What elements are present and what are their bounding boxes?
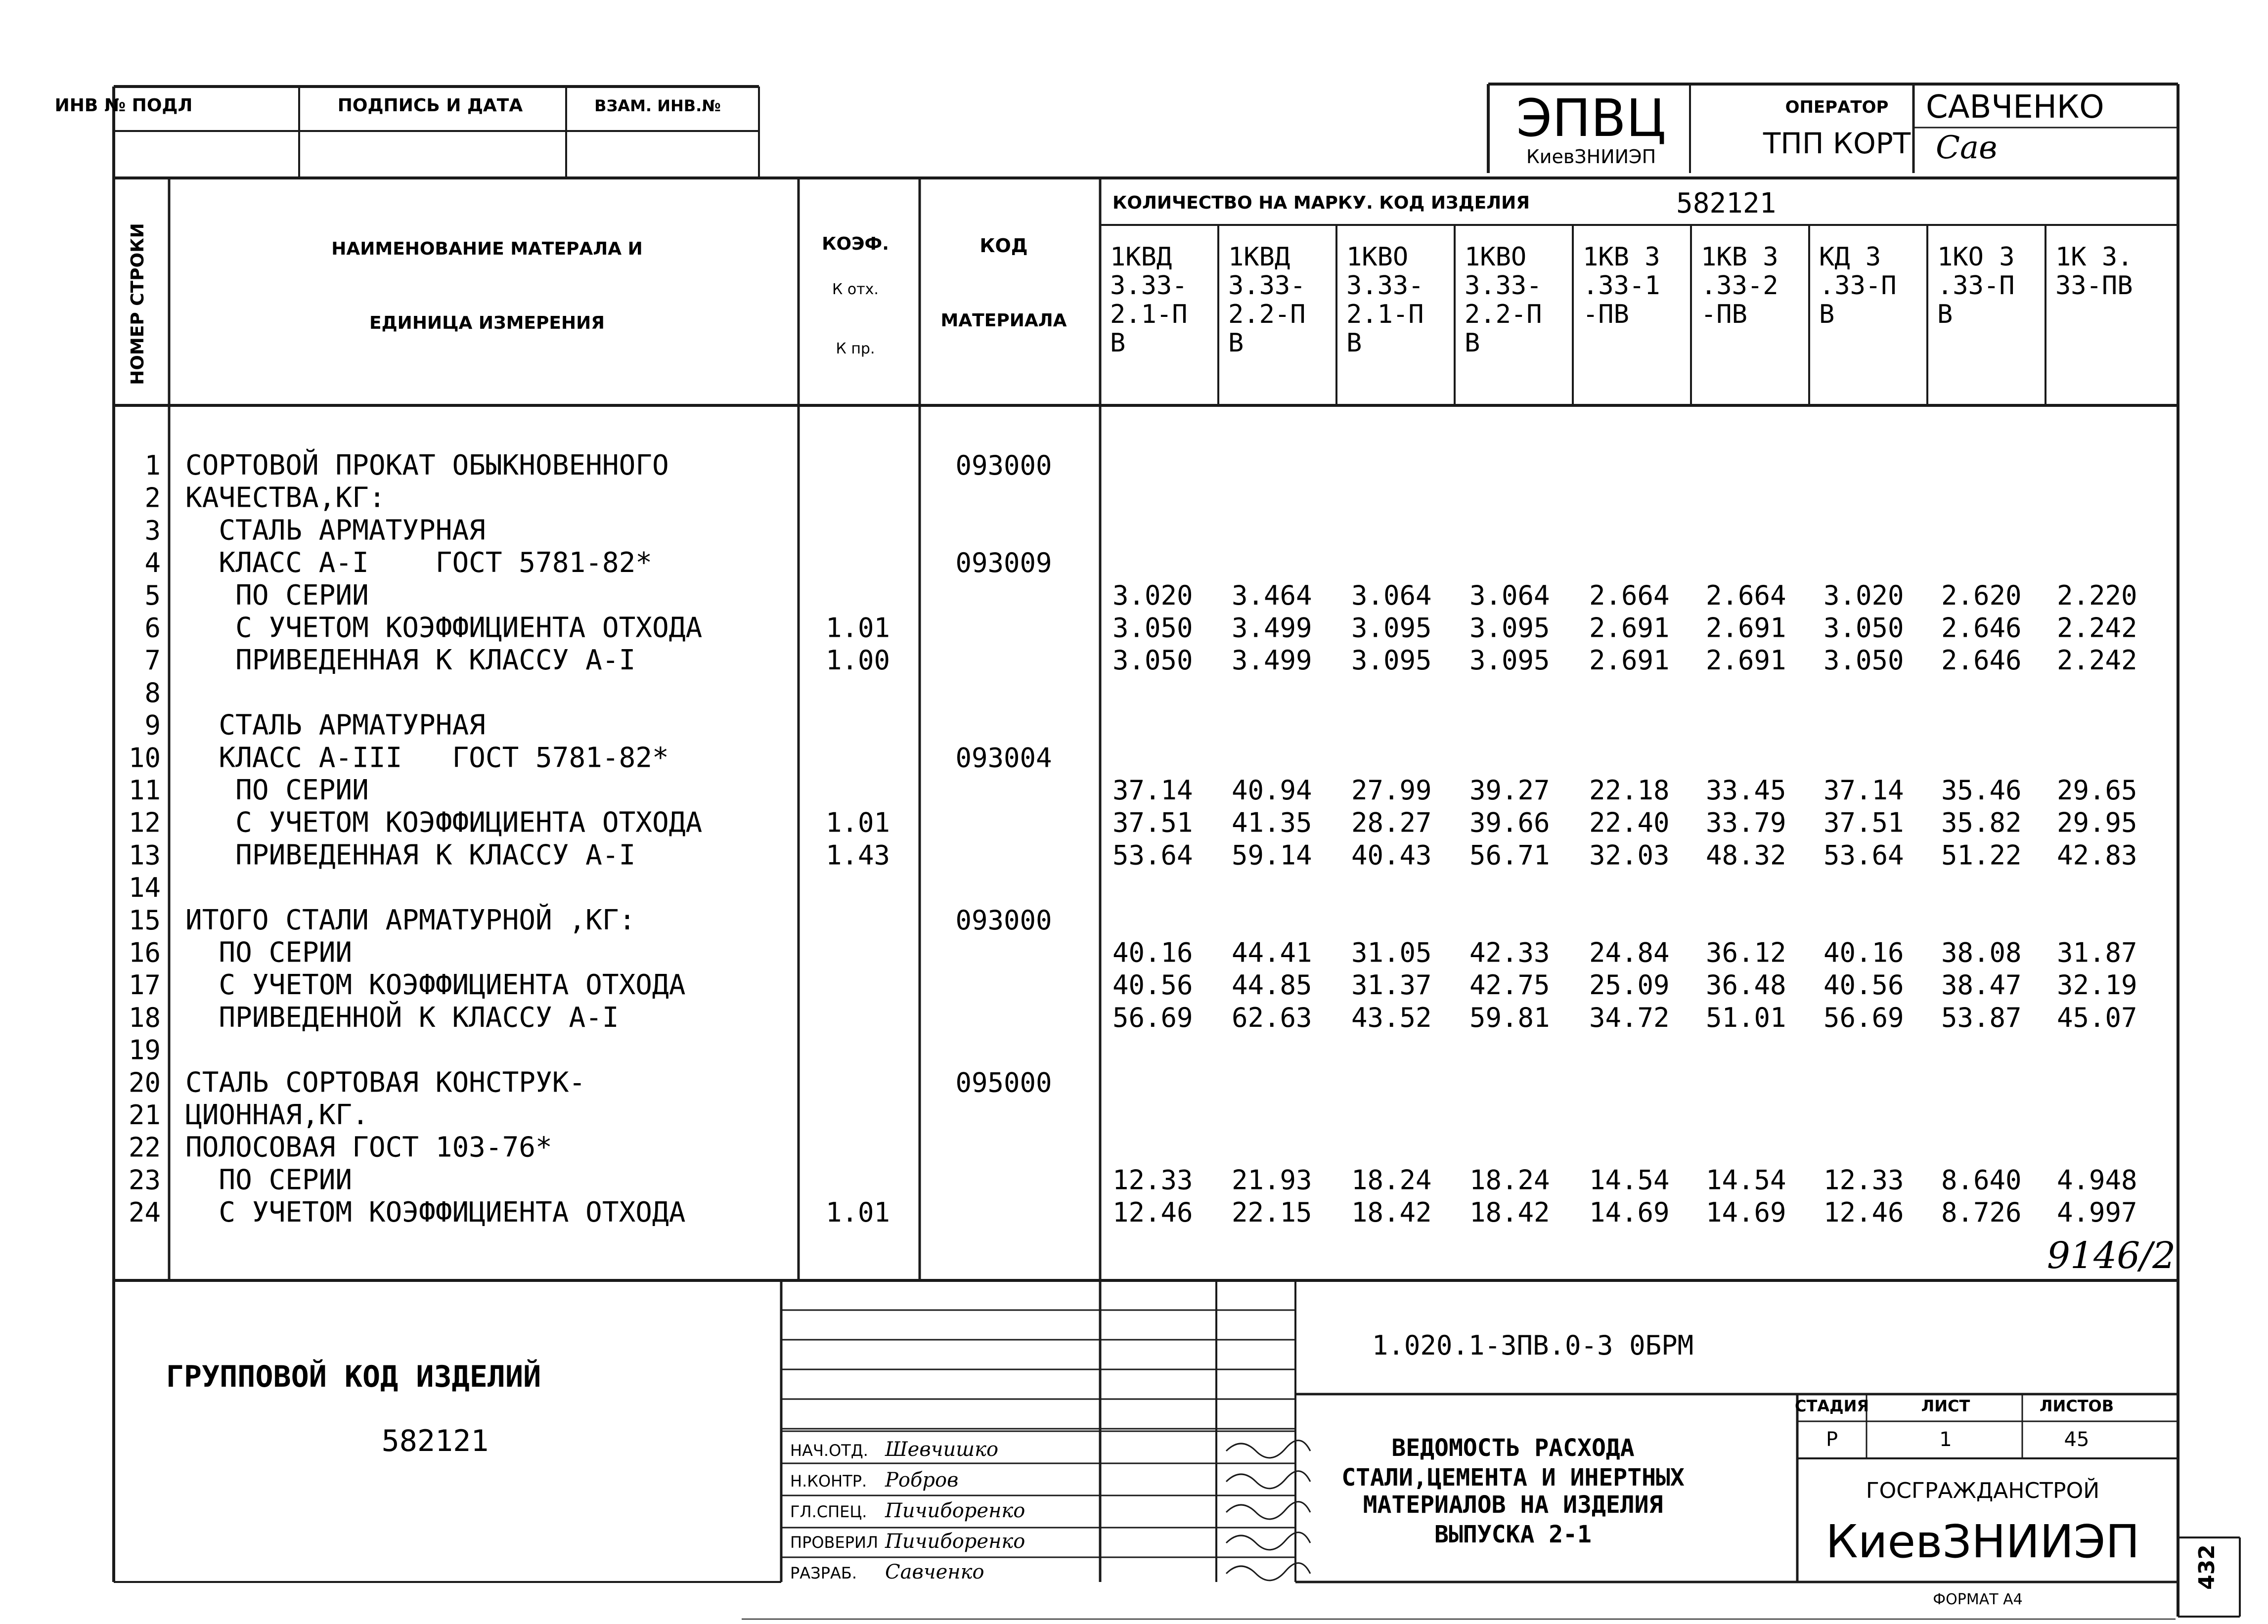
quantity-value: 3.499 bbox=[1232, 645, 1312, 676]
quantity-value: 14.69 bbox=[1589, 1197, 1670, 1229]
column-header-line: 3.33- bbox=[1465, 271, 1542, 301]
table-row bbox=[129, 1099, 369, 1131]
table-row bbox=[144, 547, 1052, 579]
quantity-value: 56.69 bbox=[1112, 1002, 1193, 1033]
quantity-value: 2.646 bbox=[1941, 612, 2022, 644]
quantity-value: 37.14 bbox=[1112, 775, 1193, 806]
quantity-value: 40.16 bbox=[1823, 937, 1904, 968]
quantity-value: 39.27 bbox=[1469, 775, 1550, 806]
row-number: 11 bbox=[128, 775, 161, 806]
page-reference: 9146/2 bbox=[2046, 1234, 2176, 1277]
signature-date-label: ПОДПИСЬ И ДАТА bbox=[337, 95, 523, 116]
column-header-line: 1КВД bbox=[1110, 242, 1172, 272]
quantity-value: 56.71 bbox=[1469, 839, 1550, 871]
table-row bbox=[144, 579, 2137, 612]
table-row bbox=[144, 644, 2137, 676]
quantity-value: 41.35 bbox=[1232, 807, 1312, 838]
material-name: С УЧЕТОМ КОЭФФИЦИЕНТА ОТХОДА bbox=[185, 1196, 686, 1229]
row-number: 15 bbox=[128, 904, 161, 936]
material-name: КЛАСС А-I ГОСТ 5781-82* bbox=[185, 547, 653, 579]
column-header-line: -ПВ bbox=[1701, 300, 1747, 329]
quantity-value: 40.94 bbox=[1232, 775, 1312, 806]
signature-scribble bbox=[1226, 1471, 1310, 1489]
format-label: ФОРМАТ А4 bbox=[1933, 1591, 2023, 1608]
table-row bbox=[144, 482, 385, 514]
replace-inv-label: ВЗАМ. ИНВ.№ bbox=[594, 96, 721, 115]
column-header-line: В bbox=[1465, 328, 1480, 358]
quantity-value: 40.56 bbox=[1112, 969, 1193, 1001]
table-row bbox=[129, 807, 2137, 839]
stage-value: Р bbox=[1825, 1428, 1838, 1451]
row-number: 2 bbox=[144, 482, 161, 514]
column-header-line: 1КО 3 bbox=[1937, 242, 2015, 272]
material-name: СТАЛЬ АРМАТУРНАЯ bbox=[185, 514, 486, 547]
table-row bbox=[144, 677, 161, 708]
quantity-value: 40.16 bbox=[1112, 937, 1193, 968]
quantity-value: 3.499 bbox=[1232, 612, 1312, 644]
row-number: 1 bbox=[144, 450, 161, 481]
column-header-line: 33-ПВ bbox=[2055, 271, 2133, 301]
quantity-value: 31.05 bbox=[1351, 937, 1432, 968]
signature-scribble bbox=[1226, 1441, 1310, 1458]
column-header-line: 3.33- bbox=[1110, 271, 1188, 301]
quantity-value: 8.726 bbox=[1941, 1197, 2022, 1229]
signer-role: РАЗРАБ. bbox=[790, 1564, 857, 1582]
quantity-value: 12.33 bbox=[1112, 1164, 1193, 1196]
row-number: 23 bbox=[128, 1164, 161, 1196]
quantity-value: 27.99 bbox=[1351, 775, 1432, 806]
quantity-value: 48.32 bbox=[1706, 839, 1786, 871]
table-row bbox=[144, 514, 485, 546]
table-row bbox=[129, 904, 1052, 936]
coefficient-value: 1.01 bbox=[825, 1197, 890, 1229]
quantity-value: 3.050 bbox=[1823, 612, 1904, 644]
coef-header-line-1: КОЭФ. bbox=[822, 234, 889, 254]
quantity-value: 56.69 bbox=[1823, 1002, 1904, 1033]
row-no-header: НОМЕР СТРОКИ bbox=[128, 223, 148, 385]
quantity-value: 59.14 bbox=[1232, 839, 1312, 871]
code-header-line-2: МАТЕРИАЛА bbox=[940, 310, 1067, 331]
signer-row bbox=[790, 1561, 1310, 1583]
material-code: 095000 bbox=[955, 1067, 1052, 1098]
quantity-value: 18.42 bbox=[1351, 1197, 1432, 1229]
document-title-line-3: МАТЕРИАЛОВ НА ИЗДЕЛИЯ bbox=[1363, 1491, 1663, 1519]
quantity-value: 3.050 bbox=[1112, 612, 1193, 644]
quantity-value: 32.19 bbox=[2057, 969, 2137, 1001]
table-row bbox=[129, 839, 2137, 871]
column-header-line: 1КВО bbox=[1346, 242, 1409, 272]
quantity-value: 24.84 bbox=[1589, 937, 1670, 968]
coefficient-value: 1.01 bbox=[825, 807, 890, 838]
row-number: 5 bbox=[144, 579, 161, 611]
column-header-line: .33-1 bbox=[1583, 271, 1660, 301]
quantity-value: 44.85 bbox=[1232, 969, 1312, 1001]
signer-role: ПРОВЕРИЛ bbox=[790, 1533, 879, 1552]
row-number: 8 bbox=[144, 677, 161, 708]
quantity-value: 14.54 bbox=[1706, 1164, 1786, 1196]
quantity-value: 22.15 bbox=[1232, 1197, 1312, 1229]
sheets-label: ЛИСТОВ bbox=[2039, 1397, 2114, 1415]
operator-value: ТПП КОРТ bbox=[1763, 127, 1911, 160]
column-header-line: 3.33- bbox=[1346, 271, 1424, 301]
column-header-line: 1КВ 3 bbox=[1583, 242, 1660, 272]
table-row bbox=[144, 449, 1052, 482]
table-row bbox=[129, 774, 2137, 806]
quantity-value: 3.095 bbox=[1469, 645, 1550, 676]
column-header-line: В bbox=[1110, 328, 1126, 358]
quantity-value: 42.83 bbox=[2057, 839, 2137, 871]
material-name: ПО СЕРИИ bbox=[185, 1164, 353, 1196]
quantity-value: 3.095 bbox=[1469, 612, 1550, 644]
signer-row bbox=[790, 1438, 1310, 1461]
quantity-value: 40.43 bbox=[1351, 839, 1432, 871]
row-number: 7 bbox=[144, 645, 161, 676]
row-number: 13 bbox=[128, 839, 161, 871]
quantity-value: 3.064 bbox=[1469, 579, 1550, 611]
column-header-line: 1КВД bbox=[1228, 242, 1290, 272]
signer-name: Робров bbox=[885, 1469, 959, 1492]
signer-name: Шевчишко bbox=[885, 1438, 999, 1461]
quantity-value: 2.620 bbox=[1941, 579, 2022, 611]
column-header-line: 2.1-П bbox=[1110, 300, 1188, 329]
quantity-value: 53.64 bbox=[1112, 839, 1193, 871]
column-header-line: В bbox=[1819, 300, 1835, 329]
quantity-value: 36.48 bbox=[1706, 969, 1786, 1001]
signer-name: Пичиборенко bbox=[885, 1530, 1025, 1553]
material-name: С УЧЕТОМ КОЭФФИЦИЕНТА ОТХОДА bbox=[185, 969, 686, 1002]
quantity-value: 3.020 bbox=[1112, 579, 1193, 611]
table-row bbox=[144, 612, 2137, 644]
material-name: С УЧЕТОМ КОЭФФИЦИЕНТА ОТХОДА bbox=[185, 612, 703, 644]
quantity-value: 34.72 bbox=[1589, 1002, 1670, 1033]
quantity-value: 18.24 bbox=[1351, 1164, 1432, 1196]
quantity-value: 28.27 bbox=[1351, 807, 1432, 838]
quantity-value: 31.87 bbox=[2057, 937, 2137, 968]
signer-role: НАЧ.ОТД. bbox=[790, 1441, 868, 1460]
coef-header-line-2: К отх. bbox=[832, 281, 879, 298]
column-header-line: 2.2-П bbox=[1465, 300, 1542, 329]
column-header-line: В bbox=[1346, 328, 1362, 358]
material-code: 093000 bbox=[955, 904, 1052, 936]
material-code: 093009 bbox=[955, 547, 1052, 579]
row-number: 21 bbox=[128, 1099, 161, 1131]
quantity-value: 37.14 bbox=[1823, 775, 1904, 806]
quantity-value: 45.07 bbox=[2057, 1002, 2137, 1033]
material-name: КЛАСС А-III ГОСТ 5781-82* bbox=[185, 742, 669, 774]
signature-scribble bbox=[1226, 1533, 1310, 1550]
column-header-line: .33-2 bbox=[1701, 271, 1779, 301]
quantity-value: 38.08 bbox=[1941, 937, 2022, 968]
row-number: 12 bbox=[128, 807, 161, 838]
material-name: ПО СЕРИИ bbox=[185, 579, 369, 612]
material-name: СОРТОВОЙ ПРОКАТ ОБЫКНОВЕННОГО bbox=[185, 449, 669, 482]
row-number: 16 bbox=[128, 937, 161, 968]
quantity-value: 2.691 bbox=[1589, 612, 1670, 644]
column-header-line: В bbox=[1228, 328, 1244, 358]
quantity-value: 51.01 bbox=[1706, 1002, 1786, 1033]
coefficient-value: 1.01 bbox=[825, 612, 890, 644]
document-title-line-1: ВЕДОМОСТЬ РАСХОДА bbox=[1391, 1434, 1635, 1462]
column-header-line: 1КВО bbox=[1465, 242, 1527, 272]
signer-role: Н.КОНТР. bbox=[790, 1472, 867, 1491]
signer-role: ГЛ.СПЕЦ. bbox=[790, 1502, 867, 1521]
row-number: 18 bbox=[128, 1002, 161, 1033]
row-number: 14 bbox=[128, 872, 161, 904]
quantity-value: 2.242 bbox=[2057, 645, 2137, 676]
material-name: КАЧЕСТВА,КГ: bbox=[185, 482, 386, 514]
quantity-value: 35.82 bbox=[1941, 807, 2022, 838]
material-name: ЦИОННАЯ,КГ. bbox=[185, 1099, 369, 1131]
quantity-value: 3.064 bbox=[1351, 579, 1432, 611]
organization-line-2: КиевЗНИИЭП bbox=[1825, 1515, 2140, 1568]
table-row bbox=[129, 872, 161, 903]
material-name: СТАЛЬ АРМАТУРНАЯ bbox=[185, 709, 486, 742]
center-org: КиевЗНИИЭП bbox=[1526, 146, 1656, 168]
material-name: ПОЛОСОВАЯ ГОСТ 103-76* bbox=[185, 1131, 552, 1164]
quantity-value: 12.46 bbox=[1112, 1197, 1193, 1229]
column-header-line: 1КВ 3 bbox=[1701, 242, 1779, 272]
quantity-value: 2.691 bbox=[1589, 645, 1670, 676]
material-name: ПРИВЕДЕННОЙ К КЛАССУ А-I bbox=[185, 1001, 619, 1034]
signature-scribble bbox=[1226, 1502, 1310, 1519]
quantity-value: 35.46 bbox=[1941, 775, 2022, 806]
material-name: СТАЛЬ СОРТОВАЯ КОНСТРУК- bbox=[185, 1066, 586, 1099]
table-row bbox=[144, 709, 485, 742]
organization-line-1: ГОСГРАЖДАНСТРОЙ bbox=[1866, 1478, 2100, 1503]
material-code: 093004 bbox=[955, 742, 1052, 774]
column-header-line: 2.2-П bbox=[1228, 300, 1306, 329]
quantity-value: 2.646 bbox=[1941, 645, 2022, 676]
quantity-value: 33.79 bbox=[1706, 807, 1786, 838]
quantity-value: 22.18 bbox=[1589, 775, 1670, 806]
quantity-value: 40.56 bbox=[1823, 969, 1904, 1001]
signer-name: Савченко bbox=[885, 1561, 984, 1583]
name-header-line-2: ЕДИНИЦА ИЗМЕРЕНИЯ bbox=[369, 313, 605, 333]
table-row bbox=[129, 1066, 1052, 1098]
sheet-value: 1 bbox=[1939, 1428, 1952, 1451]
coefficient-value: 1.00 bbox=[825, 645, 890, 676]
row-number: 24 bbox=[128, 1197, 161, 1229]
table-row bbox=[129, 1196, 2137, 1229]
quantity-value: 42.33 bbox=[1469, 937, 1550, 968]
column-header-line: 3.33- bbox=[1228, 271, 1306, 301]
material-name: ПО СЕРИИ bbox=[185, 774, 369, 806]
operator-label: ОПЕРАТОР bbox=[1785, 97, 1889, 117]
quantity-value: 14.54 bbox=[1589, 1164, 1670, 1196]
quantity-value: 2.220 bbox=[2057, 579, 2137, 611]
quantity-value: 29.65 bbox=[2057, 775, 2137, 806]
quantity-value: 51.22 bbox=[1941, 839, 2022, 871]
document-title-line-2: СТАЛИ,ЦЕМЕНТА И ИНЕРТНЫХ bbox=[1341, 1464, 1685, 1492]
quantity-value: 43.52 bbox=[1351, 1002, 1432, 1033]
quantity-header: КОЛИЧЕСТВО НА МАРКУ. КОД ИЗДЕЛИЯ bbox=[1112, 193, 1530, 213]
table-row bbox=[129, 1164, 2137, 1196]
column-header-line: 2.1-П bbox=[1346, 300, 1424, 329]
quantity-value: 21.93 bbox=[1232, 1164, 1312, 1196]
quantity-value: 2.242 bbox=[2057, 612, 2137, 644]
quantity-value: 2.691 bbox=[1706, 612, 1786, 644]
material-name: ПО СЕРИИ bbox=[185, 936, 353, 969]
column-header-line: .33-П bbox=[1819, 271, 1897, 301]
quantity-value: 3.095 bbox=[1351, 645, 1432, 676]
row-number: 3 bbox=[144, 515, 161, 546]
coefficient-value: 1.43 bbox=[825, 839, 890, 871]
product-code: 582121 bbox=[1676, 187, 1777, 219]
quantity-value: 3.095 bbox=[1351, 612, 1432, 644]
quantity-value: 3.464 bbox=[1232, 579, 1312, 611]
quantity-value: 42.75 bbox=[1469, 969, 1550, 1001]
quantity-value: 36.12 bbox=[1706, 937, 1786, 968]
quantity-value: 3.020 bbox=[1823, 579, 1904, 611]
material-name: ПРИВЕДЕННАЯ К КЛАССУ А-I bbox=[185, 839, 636, 872]
row-number: 22 bbox=[128, 1132, 161, 1163]
inv-no-label: ИНВ № ПОДЛ bbox=[54, 95, 193, 116]
material-name: ПРИВЕДЕННАЯ К КЛАССУ А-I bbox=[185, 644, 636, 677]
quantity-value: 37.51 bbox=[1823, 807, 1904, 838]
quantity-value: 3.050 bbox=[1112, 645, 1193, 676]
document-title-line-4: ВЫПУСКА 2-1 bbox=[1434, 1521, 1592, 1548]
quantity-value: 4.948 bbox=[2057, 1164, 2137, 1196]
center-name: ЭПВЦ bbox=[1516, 88, 1666, 148]
quantity-value: 8.640 bbox=[1941, 1164, 2022, 1196]
table-row bbox=[129, 742, 1052, 774]
quantity-value: 53.87 bbox=[1941, 1002, 2022, 1033]
row-number: 10 bbox=[128, 742, 161, 774]
signer-name: Пичиборенко bbox=[885, 1499, 1025, 1522]
quantity-value: 59.81 bbox=[1469, 1002, 1550, 1033]
table-row bbox=[129, 969, 2137, 1001]
quantity-value: 29.95 bbox=[2057, 807, 2137, 838]
row-number: 4 bbox=[144, 547, 161, 579]
stage-label: СТАДИЯ bbox=[1795, 1397, 1869, 1415]
quantity-value: 31.37 bbox=[1351, 969, 1432, 1001]
quantity-value: 12.33 bbox=[1823, 1164, 1904, 1196]
column-header-line: 1К 3. bbox=[2055, 242, 2133, 272]
quantity-value: 14.69 bbox=[1706, 1197, 1786, 1229]
signer-row bbox=[790, 1499, 1310, 1522]
quantity-value: 39.66 bbox=[1469, 807, 1550, 838]
row-number: 19 bbox=[128, 1034, 161, 1066]
quantity-value: 33.45 bbox=[1706, 775, 1786, 806]
table-row bbox=[129, 937, 2137, 969]
name-header-line-1: НАИМЕНОВАНИЕ МАТЕРАЛА И bbox=[331, 239, 643, 259]
material-name: С УЧЕТОМ КОЭФФИЦИЕНТА ОТХОДА bbox=[185, 806, 703, 839]
signer-row bbox=[790, 1469, 1310, 1492]
table-row bbox=[129, 1035, 161, 1066]
signature-scribble bbox=[1226, 1563, 1310, 1580]
quantity-value: 37.51 bbox=[1112, 807, 1193, 838]
quantity-value: 3.050 bbox=[1823, 645, 1904, 676]
column-header-line: -ПВ bbox=[1583, 300, 1629, 329]
material-name: ИТОГО СТАЛИ АРМАТУРНОЙ ,КГ: bbox=[185, 904, 636, 936]
quantity-value: 44.41 bbox=[1232, 937, 1312, 968]
quantity-value: 22.40 bbox=[1589, 807, 1670, 838]
sheets-value: 45 bbox=[2064, 1428, 2090, 1451]
coef-header-line-3: К пр. bbox=[836, 340, 875, 357]
quantity-value: 53.64 bbox=[1823, 839, 1904, 871]
group-code-label: ГРУППОВОЙ КОД ИЗДЕЛИЙ bbox=[166, 1360, 541, 1394]
quantity-value: 4.997 bbox=[2057, 1197, 2137, 1229]
document-code: 1.020.1-3ПВ.0-3 0БРМ bbox=[1372, 1330, 1694, 1361]
material-code: 093000 bbox=[955, 450, 1052, 481]
sheet-label: ЛИСТ bbox=[1921, 1397, 1970, 1415]
quantity-value: 18.42 bbox=[1469, 1197, 1550, 1229]
operator-name: САВЧЕНКО bbox=[1926, 89, 2104, 126]
column-header-line: КД 3 bbox=[1819, 242, 1881, 272]
code-header-line-1: КОД bbox=[979, 235, 1028, 257]
quantity-value: 2.664 bbox=[1589, 579, 1670, 611]
operator-signature: Сав bbox=[1936, 130, 1998, 166]
table-row bbox=[129, 1132, 552, 1164]
quantity-value: 2.664 bbox=[1706, 579, 1786, 611]
quantity-value: 62.63 bbox=[1232, 1002, 1312, 1033]
row-number: 17 bbox=[128, 969, 161, 1001]
quantity-value: 25.09 bbox=[1589, 969, 1670, 1001]
group-code: 582121 bbox=[381, 1424, 489, 1458]
quantity-value: 38.47 bbox=[1941, 969, 2022, 1001]
row-number: 6 bbox=[144, 612, 161, 644]
row-number: 20 bbox=[128, 1067, 161, 1098]
quantity-value: 18.24 bbox=[1469, 1164, 1550, 1196]
table-row bbox=[129, 1001, 2137, 1034]
side-number: 432 bbox=[2194, 1544, 2220, 1590]
quantity-value: 12.46 bbox=[1823, 1197, 1904, 1229]
signer-row bbox=[790, 1530, 1310, 1553]
row-number: 9 bbox=[144, 709, 161, 741]
column-header-line: .33-П bbox=[1937, 271, 2015, 301]
column-header-line: В bbox=[1937, 300, 1953, 329]
quantity-value: 2.691 bbox=[1706, 645, 1786, 676]
quantity-value: 32.03 bbox=[1589, 839, 1670, 871]
